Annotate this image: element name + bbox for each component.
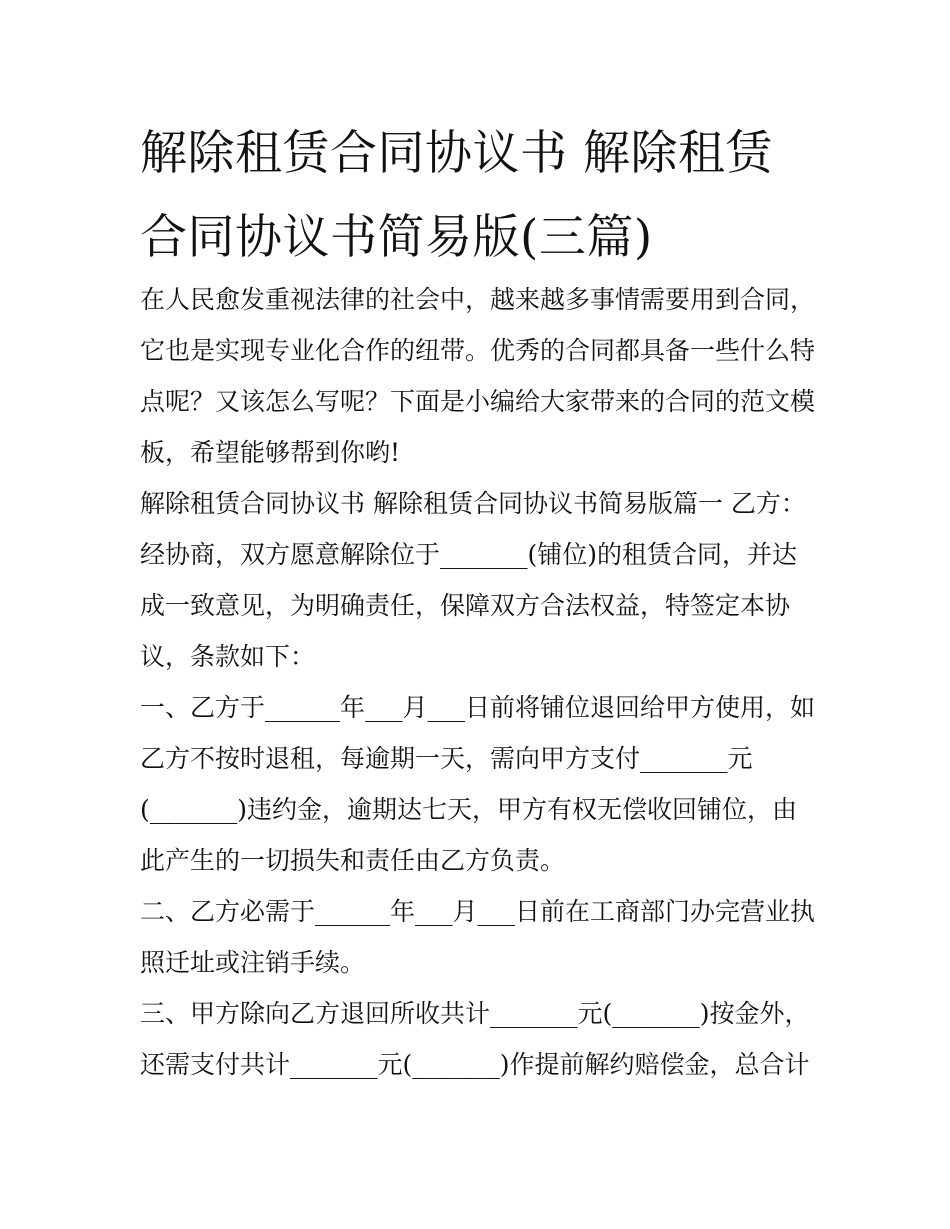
- document-title: [140, 112, 820, 280]
- clause-one-line: (_______)违约金，逾期达七天，甲方有权无偿收回铺位，由: [140, 795, 798, 824]
- document-body: [140, 284, 830, 1100]
- clause-two-line: 二、乙方必需于______年___月___日前在工商部门办完营业执: [140, 897, 816, 926]
- agreement-paragraph-line: 经协商，双方愿意解除位于_______(铺位)的租赁合同，并达: [140, 540, 798, 569]
- clause-three-line: 还需支付共计_______元(_______)作提前解约赔偿金，总合计: [140, 1050, 810, 1079]
- clause-one-line: 一、乙方于______年___月___日前将铺位退回给甲方使用，如: [140, 693, 816, 722]
- intro-paragraph-line: 在人民愈发重视法律的社会中，越来越多事情需要用到合同，: [140, 285, 816, 314]
- clause-three-line: 三、甲方除向乙方退回所收共计_______元(_______)按金外，: [140, 999, 810, 1028]
- agreement-paragraph-line: 成一致意见，为明确责任，保障双方合法权益，特签定本协: [140, 591, 791, 620]
- clause-one-line: 乙方不按时退租，每逾期一天，需向甲方支付_______元: [140, 744, 753, 773]
- section-heading-line: 解除租赁合同协议书 解除租赁合同协议书简易版篇一 乙方：: [140, 489, 806, 518]
- intro-paragraph-line: 点呢？又该怎么写呢？下面是小编给大家带来的合同的范文模: [140, 387, 816, 416]
- clause-two-line: 照迁址或注销手续。: [140, 948, 366, 977]
- title-line: 合同协议书简易版(三篇): [140, 210, 653, 265]
- clause-one-line: 此产生的一切损失和责任由乙方负责。: [140, 846, 566, 875]
- title-line: 解除租赁合同协议书 解除租赁: [140, 126, 773, 181]
- agreement-paragraph-line: 议，条款如下：: [140, 642, 316, 671]
- intro-paragraph-line: 它也是实现专业化合作的纽带。优秀的合同都具备一些什么特: [140, 336, 816, 365]
- intro-paragraph-line: 板，希望能够帮到你哟!: [140, 438, 401, 467]
